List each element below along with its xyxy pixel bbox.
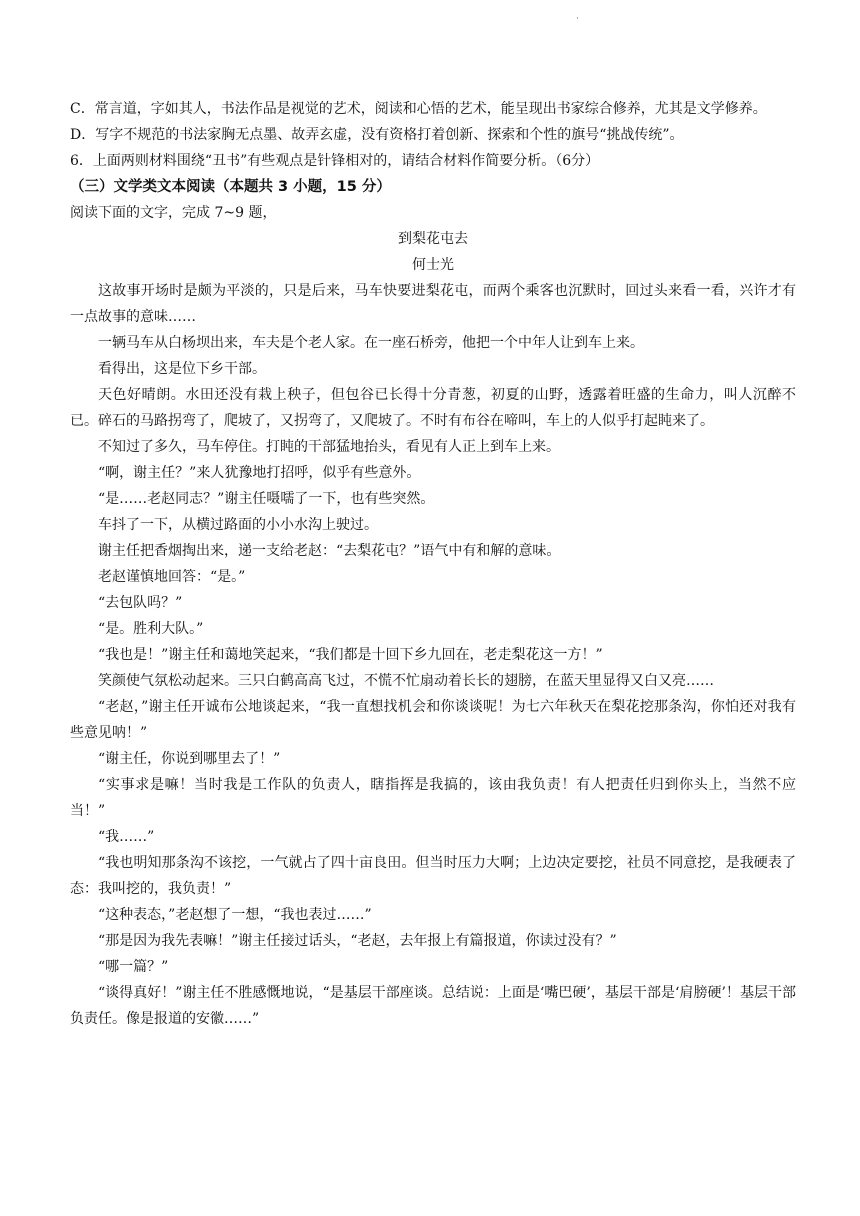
- story-paragraph: “去包队吗？”: [98, 595, 183, 611]
- story-paragraph: “我也明知那条沟不该挖，一气就占了四十亩良田。但当时压力大啊；上边决定要挖，社员不同意挖，是我硬表了态：我叫挖的，我负责！”: [70, 855, 796, 897]
- story-paragraph: “那是因为我先表嘛！”谢主任接过话头，“老赵，去年报上有篇报道，你读过没有？”: [98, 933, 617, 949]
- story-paragraph: “实事求是嘛！当时我是工作队的负责人，瞎指挥是我搞的，该由我负责！有人把责任归到你头上，当然不应当！”: [70, 777, 796, 819]
- story-paragraph: 笑颜使气氛松动起来。三只白鹤高高飞过，不慌不忙扇动着长长的翅膀，在蓝天里显得又白又亮……: [98, 673, 714, 689]
- story-paragraph: 老赵谨慎地回答：“是。”: [98, 569, 246, 585]
- section-heading: （三）文学类文本阅读（本题共 3 小题，15 分）: [70, 179, 391, 195]
- story-paragraph: “我也是！”谢主任和蔼地笑起来，“我们都是十回下乡九回在，老走梨花这一方！”: [98, 647, 603, 663]
- section-instruction: 阅读下面的文字，完成 7~9 题，: [70, 205, 277, 221]
- story-paragraph: “这种表态，”老赵想了一想，“我也表过……”: [98, 907, 372, 923]
- story-title: 到梨花屯去: [398, 231, 468, 247]
- option-c: C．常言道，字如其人，书法作品是视觉的艺术，阅读和心悟的艺术，能呈现出书家综合修养，尤其是文学修养。: [70, 101, 767, 117]
- story-paragraph: 谢主任把香烟掏出来，递一支给老赵：“去梨花屯？”语气中有和解的意味。: [98, 543, 561, 559]
- story-paragraph: 天色好晴朗。水田还没有栽上秧子，但包谷已长得十分青葱，初夏的山野，透露着旺盛的生命力，叫人沉醉不已。碎石的马路拐弯了，爬坡了，又拐弯了，又爬坡了。不时有布谷在啼叫，车上的人似乎打起盹来了。: [70, 387, 796, 429]
- option-d: D．写字不规范的书法家胸无点墨、故弄玄虚，没有资格打着创新、探索和个性的旗号“挑战传统”。: [70, 127, 684, 143]
- header-mark: ·: [576, 14, 579, 24]
- story-paragraph: “我……”: [98, 829, 155, 845]
- document-body: [70, 96, 796, 1032]
- story-paragraph: 不知过了多久，马车停住。打盹的干部猛地抬头，看见有人正上到车上来。: [98, 439, 560, 455]
- story-paragraph: “是……老赵同志？”谢主任嗫嚅了一下，也有些突然。: [98, 491, 435, 507]
- question-6: 6．上面两则材料围绕“丑书”有些观点是针锋相对的，请结合材料作简要分析。（6分）: [70, 153, 600, 169]
- story-paragraph: “老赵，”谢主任开诚布公地谈起来，“我一直想找机会和你谈谈呢！为七六年秋天在梨花挖那条沟，你怕还对我有些意见呐！”: [70, 699, 796, 741]
- story-paragraph: “啊，谢主任？”来人犹豫地打招呼，似乎有些意外。: [98, 465, 421, 481]
- story-paragraph: 一辆马车从白杨坝出来，车夫是个老人家。在一座石桥旁，他把一个中年人让到车上来。: [98, 335, 644, 351]
- story-paragraph: 这故事开场时是颇为平淡的，只是后来，马车快要进梨花屯，而两个乘客也沉默时，回过头来看一看，兴许才有一点故事的意味……: [70, 283, 796, 325]
- story-paragraph: 看得出，这是位下乡干部。: [98, 361, 266, 377]
- story-paragraph: “是。胜利大队。”: [98, 621, 204, 637]
- story-paragraph: “哪一篇？”: [98, 959, 169, 975]
- story-paragraph: “谢主任，你说到哪里去了！”: [98, 751, 281, 767]
- story-author: 何士光: [412, 257, 454, 273]
- story-paragraph: 车抖了一下，从横过路面的小小水沟上驶过。: [98, 517, 378, 533]
- story-paragraph: “谈得真好！”谢主任不胜感慨地说，“是基层干部座谈。总结说：上面是‘嘴巴硬’，基层干部是‘肩膀硬’！基层干部负责任。像是报道的安徽……”: [70, 985, 796, 1027]
